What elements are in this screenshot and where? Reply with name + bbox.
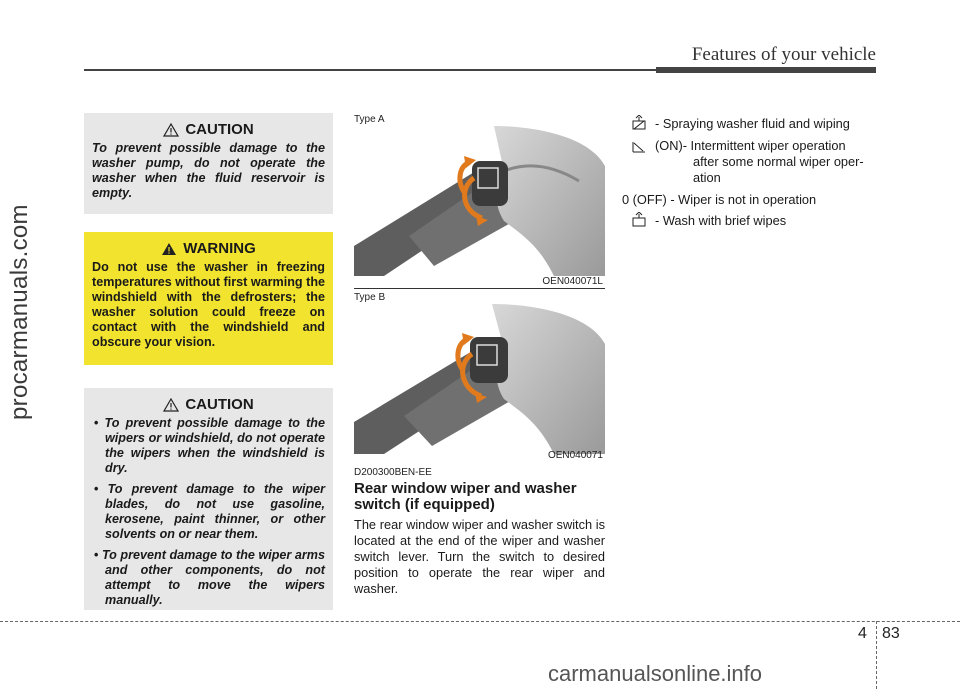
chapter-number: 4 — [858, 625, 867, 642]
wiper-intermittent-icon — [630, 138, 648, 156]
caution-heading — [92, 396, 325, 413]
caution-box-pump — [84, 113, 333, 214]
washer-brief-icon — [630, 212, 648, 230]
caution-heading-text: CAUTION — [185, 396, 254, 413]
warning-text: Do not use the washer in freezing temperatures without first warming the windshield with the defrosters; the washer solution could freeze on contact with the windshield and obscure your vision. — [92, 260, 326, 349]
figure-divider — [354, 288, 605, 289]
caution-triangle-icon — [163, 398, 179, 412]
legend-wash-text: - Wash with brief wipes — [655, 213, 787, 228]
legend-off-text: 0 (OFF) - Wiper is not in operation — [622, 192, 817, 207]
footer-divider — [876, 621, 877, 689]
watermark-bottom: carmanualsonline.info — [548, 661, 763, 686]
figure-type-a — [354, 112, 605, 288]
caution-heading-text: CAUTION — [185, 121, 254, 138]
warning-heading-text: WARNING — [183, 240, 256, 257]
warning-box — [84, 232, 333, 365]
header-title: Features of your vehicle — [691, 44, 876, 65]
header-rule-accent — [656, 67, 876, 73]
legend-on-text: after some normal wiper oper- — [693, 154, 864, 169]
caution-list — [92, 416, 325, 608]
figure-b-label: Type B — [354, 292, 386, 303]
section-body: The rear window wiper and washer switch is located at the end of the wiper and washer switch lever. Turn the switch to desired position to operate the rear wiper and washer. — [354, 517, 605, 596]
section-title: Rear window wiper and washer switch (if equipped) — [354, 480, 577, 513]
warning-heading — [92, 240, 325, 257]
legend-spray-text: - Spraying washer fluid and wiping — [655, 116, 850, 131]
legend-on-text: (ON)- Intermittent wiper operation — [655, 138, 846, 153]
figure-b-code: OEN040071 — [547, 450, 603, 461]
figure-type-b — [354, 290, 605, 462]
footer-rule — [0, 621, 960, 622]
figure-a-code: OEN040071L — [542, 276, 603, 287]
washer-spray-icon — [630, 115, 648, 133]
caution-box-wipers — [84, 388, 333, 610]
wiper-lever-illustration-a — [354, 126, 605, 276]
caution-list-item: • To prevent damage to the wiper arms and other components, do not attempt to move the wipers manually. — [92, 548, 325, 608]
caution-list-item: • To prevent damage to the wiper blades, do not use gasoline, kerosene, paint thinner, or other solvents on or near them. — [92, 482, 325, 542]
page-number: 83 — [882, 625, 900, 642]
section-code: D200300BEN-EE — [354, 467, 432, 478]
caution-triangle-icon — [163, 123, 179, 137]
caution-text: To prevent possible damage to the washer pump, do not operate the washer when the fluid reservoir is empty. — [92, 141, 325, 200]
legend-on-text: ation — [693, 170, 721, 185]
figure-a-label: Type A — [354, 114, 385, 125]
caution-list-item: • To prevent possible damage to the wipers or windshield, do not operate the wipers when the windshield is dry. — [92, 416, 325, 476]
caution-heading — [92, 121, 325, 138]
wiper-lever-illustration-b — [354, 304, 605, 454]
watermark-left: procarmanuals.com — [6, 204, 33, 420]
warning-triangle-icon — [161, 242, 177, 256]
